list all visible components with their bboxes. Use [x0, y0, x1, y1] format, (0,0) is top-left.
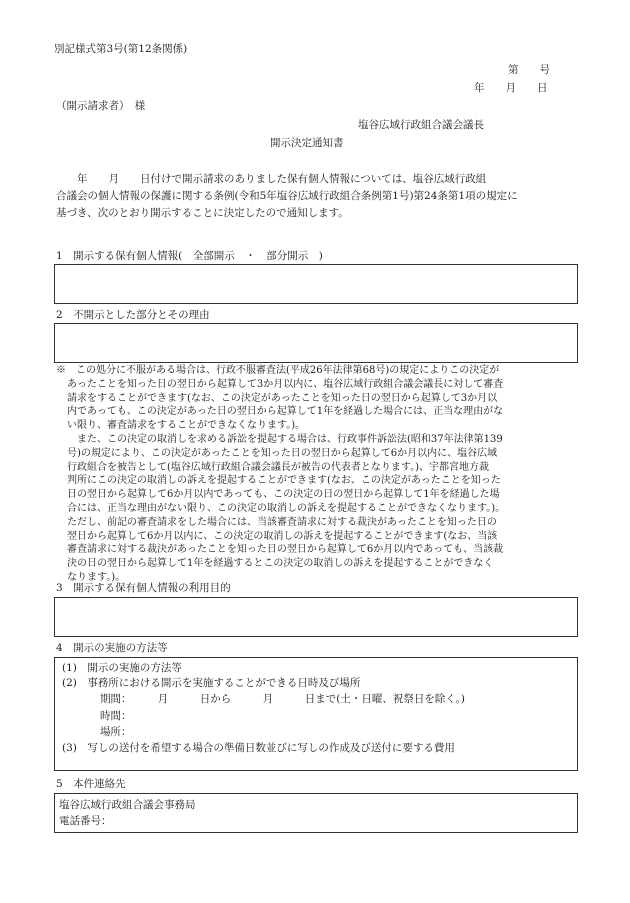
section4-place: 場所： [100, 726, 132, 738]
notice-line: 日の翌日から起算して6か月以内であっても、この決定の日の翌日から起算して1年を経過した場 [67, 489, 500, 501]
section3-box[interactable] [54, 597, 578, 637]
notice-line: 内であっても、この決定があった日の翌日から起算して1年を経過した場合には、正当な理由がな [67, 406, 504, 418]
sender: 塩谷広域行政組合議会議長 [358, 119, 484, 131]
notice-line: また、この決定の取消しを求める訴訟を提起する場合は、行政事件訴訟法(昭和37年法律第139 [67, 433, 503, 445]
section4-label: 4 開示の実施の方法等 [56, 642, 168, 654]
notice-line: ※ この処分に不服がある場合は、行政不服審査法(平成26年法律第68号)の規定によりこの決定が [56, 365, 500, 376]
contact-phone: 電話番号： [59, 815, 112, 827]
section4-period: 期間： 月 日から 月 日まで(土・日曜、祝祭日を除く。) [100, 693, 465, 705]
document-number: 第 号 [508, 64, 550, 76]
notice-line: ただし、前記の審査請求をした場合には、当該審査請求に対する裁決があったことを知った日の [67, 516, 497, 528]
section5-box[interactable] [54, 793, 578, 833]
appeal-notice [56, 364, 586, 585]
intro-line: 年 月 日付けで開示請求のありました保有個人情報については、塩谷広域行政組 [56, 173, 487, 185]
section1-label: 1 開示する保有個人情報( 全部開示 ・ 部分開示 ) [56, 250, 323, 262]
section4-item2: (2) 事務所における開示を実施することができる日時及び場所 [62, 677, 361, 689]
section2-label: 2 不開示とした部分とその理由 [56, 309, 210, 321]
section2-box[interactable] [54, 323, 578, 363]
contact-office: 塩谷広域行政組合議会事務局 [59, 799, 196, 811]
section4-time: 時間： [100, 710, 132, 722]
document-date: 年 月 日 [474, 82, 548, 94]
form-number-label: 別記様式第3号(第12条関係) [54, 43, 188, 55]
notice-line: あったことを知った日の翌日から起算して3か月以内に、塩谷広域行政組合議会議長に対して審査 [67, 378, 504, 390]
notice-line: 判所にこの決定の取消しの訴えを提起することができます(なお、この決定があったことを知った [67, 475, 501, 487]
section5-label: 5 本件連絡先 [56, 778, 126, 790]
notice-line: い限り、審査請求をすることができなくなります。)。 [67, 420, 306, 432]
notice-line: 行政組合を被告として(塩谷広域行政組合議会議長が被告の代表者となります。)、宇都宮地方裁 [67, 461, 490, 473]
notice-line: 決の日の翌日から起算して1年を経過するとこの決定の取消しの訴えを提起することができなく [67, 558, 494, 570]
section1-box[interactable] [54, 264, 578, 304]
notice-line: 号)の規定により、この決定があったことを知った日の翌日から起算して6か月以内に、塩谷広域 [67, 447, 498, 459]
notice-line: 審査請求に対する裁決があったことを知った日の翌日から起算して6か月以内であっても、当該裁 [67, 544, 504, 556]
intro-paragraph [56, 171, 586, 222]
intro-line: 基づき、次のとおり開示することに決定したので通知します。 [56, 207, 349, 219]
section4-box[interactable] [54, 657, 578, 771]
page-title: 開示決定通知書 [270, 137, 344, 149]
notice-line: 翌日から起算して6か月以内に、この決定の取消しの訴えを提起することができます(なお、当該 [67, 530, 498, 542]
notice-line: 請求をすることができます(なお、この決定があったことを知った日の翌日から起算して3か月以 [67, 392, 498, 404]
intro-line: 合議会の個人情報の保護に関する条例(令和5年塩谷広域行政組合条例第1号)第24条第1項の規定に [56, 190, 518, 202]
section4-item1: (1) 開示の実施の方法等 [62, 662, 182, 674]
section4-item3: (3) 写しの送付を希望する場合の準備日数並びに写しの作成及び送付に要する費用 [62, 742, 455, 754]
notice-line: なります。)。 [67, 571, 126, 583]
addressee: （開示請求者） 様 [56, 100, 146, 112]
section3-label: 3 開示する保有個人情報の利用目的 [56, 582, 231, 594]
notice-line: 合には、正当な理由がない限り、この決定の取消しの訴えを提起することができなくなります。)。 [67, 502, 506, 514]
